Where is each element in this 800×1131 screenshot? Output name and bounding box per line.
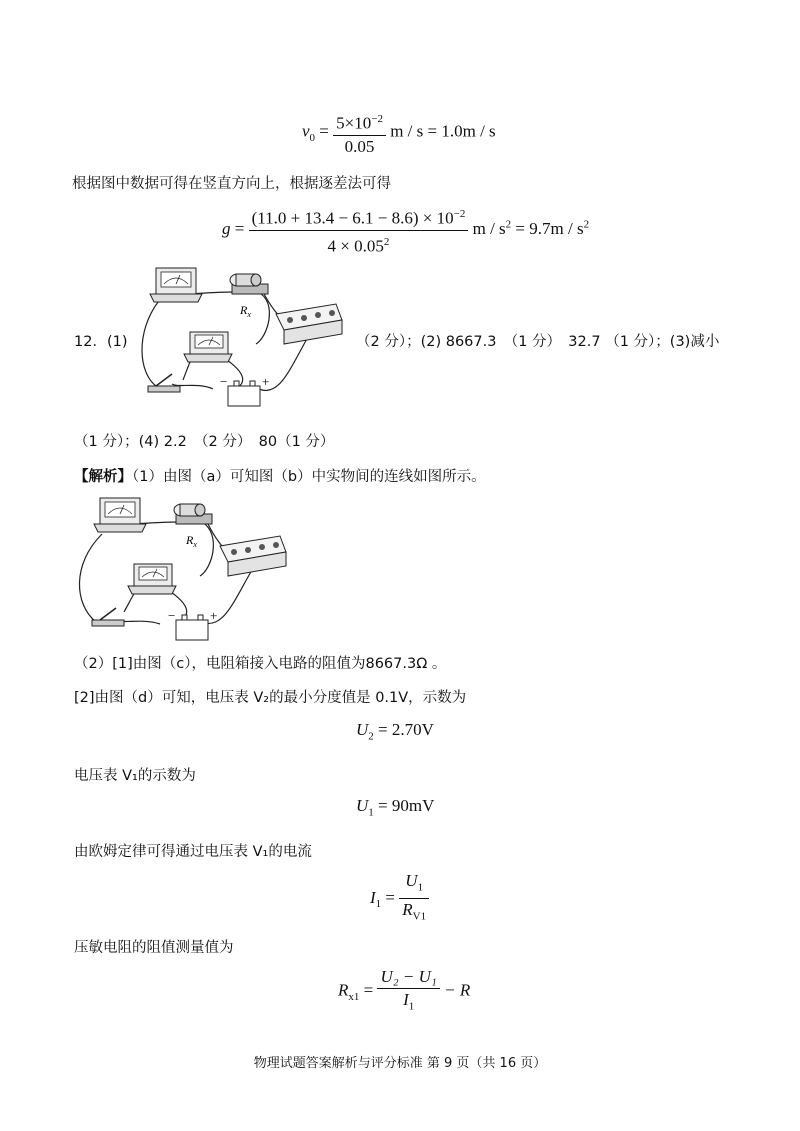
- exp: 2: [383, 235, 390, 248]
- var-u: U: [356, 720, 369, 739]
- rhs: − R: [444, 980, 471, 1000]
- text-g-intro: 根据图中数据可得在竖直方向上，根据逐差法可得: [72, 176, 391, 192]
- exp: −2: [371, 113, 383, 125]
- minus-label: −: [220, 374, 228, 389]
- rhs: = 2.70V: [373, 720, 434, 739]
- sub: 2: [368, 730, 374, 743]
- plus-label: +: [262, 374, 270, 389]
- sub: 1: [417, 881, 424, 894]
- minus-label: −: [168, 608, 176, 623]
- fraction: [377, 966, 439, 1017]
- equals: =: [363, 980, 378, 1000]
- fraction: [399, 870, 429, 928]
- sub: 1: [408, 1000, 415, 1013]
- rx-label: $R_x$: [186, 533, 197, 549]
- equals: =: [385, 887, 400, 907]
- exp: 2: [583, 218, 590, 231]
- resistor-rx-icon: [230, 274, 268, 294]
- sub: x1: [348, 991, 360, 1003]
- equation-g: [222, 203, 589, 257]
- voltmeter-icon: [150, 268, 202, 302]
- var-r: R: [338, 980, 349, 1000]
- analysis-paragraph-1: [74, 465, 486, 486]
- numerator: (11.0 + 13.4 − 6.1 − 8.6) × 10: [251, 208, 454, 228]
- var-g: g: [222, 219, 231, 239]
- voltmeter-icon: [128, 564, 176, 594]
- analysis-paragraph-5: 由欧姆定律可得通过电压表 V₁的电流: [74, 844, 312, 860]
- switch-icon: [92, 608, 124, 626]
- var-u: U: [356, 796, 369, 815]
- denominator: 0.05: [344, 136, 375, 156]
- page-footer: 物理试题答案解析与评分标准 第 9 页（共 16 页）: [253, 1056, 547, 1071]
- denominator: I: [403, 990, 409, 1009]
- circuit-diagram-analysis: [72, 494, 292, 646]
- fraction: [333, 108, 386, 158]
- equation-u2: [356, 720, 434, 742]
- analysis-paragraph-2: （2）[1]由图（c），电阻箱接入电路的阻值为8667.3Ω 。: [74, 656, 447, 672]
- answers-line2: （1 分）；(4) 2.2 （2 分） 80（1 分）: [74, 434, 335, 450]
- denominator: 4 × 0.05: [327, 236, 384, 256]
- analysis-paragraph-6: 压敏电阻的阻值测量值为: [74, 940, 234, 956]
- question-number: 12．(1): [74, 334, 128, 350]
- numerator: U₂ − U₁: [377, 966, 439, 989]
- rhs-a: m / s: [472, 219, 506, 239]
- battery-icon: [176, 615, 208, 640]
- circuit-diagram-answer: [128, 262, 348, 412]
- exp: −2: [453, 208, 466, 220]
- resistance-box-icon: [220, 536, 286, 576]
- exp: 2: [505, 218, 512, 231]
- analysis-paragraph-4: 电压表 V₁的示数为: [74, 768, 196, 784]
- equation-u1: [356, 796, 434, 818]
- fraction: [249, 203, 469, 257]
- numerator: U: [405, 871, 418, 890]
- rx-label: $R_x$: [240, 303, 251, 319]
- voltmeter-icon: [184, 332, 232, 362]
- denominator: R: [402, 900, 413, 920]
- equals: =: [234, 219, 249, 239]
- resistance-box-icon: [276, 304, 342, 344]
- rhs: m / s = 1.0m / s: [390, 121, 496, 141]
- equation-v0: [302, 108, 496, 158]
- analysis-paragraph-3: [2]由图（d）可知，电压表 V₂的最小分度值是 0.1V，示数为: [74, 690, 467, 706]
- equation-rx1: [338, 966, 470, 1017]
- var-i: I: [370, 887, 376, 907]
- battery-icon: [228, 381, 260, 406]
- resistor-rx-icon: [174, 504, 212, 524]
- equation-i1: [370, 870, 429, 928]
- plus-label: +: [210, 608, 218, 623]
- analysis-tag: 【解析】: [74, 469, 132, 485]
- sub: 1: [375, 898, 382, 911]
- rhs: = 90mV: [373, 796, 435, 815]
- equals: =: [319, 121, 334, 141]
- var-v: v: [302, 121, 310, 141]
- voltmeter-icon: [94, 498, 146, 532]
- rhs-b: = 9.7m / s: [511, 219, 584, 239]
- sub: 0: [309, 132, 316, 145]
- sub: V1: [412, 910, 427, 923]
- sub: 1: [368, 806, 374, 819]
- answers-line1: （2 分）；(2) 8667.3 （1 分） 32.7 （1 分）；(3)减小: [356, 334, 720, 350]
- analysis-text: （1）由图（a）可知图（b）中实物间的连线如图所示。: [132, 469, 486, 485]
- numerator: 5×10: [336, 113, 372, 133]
